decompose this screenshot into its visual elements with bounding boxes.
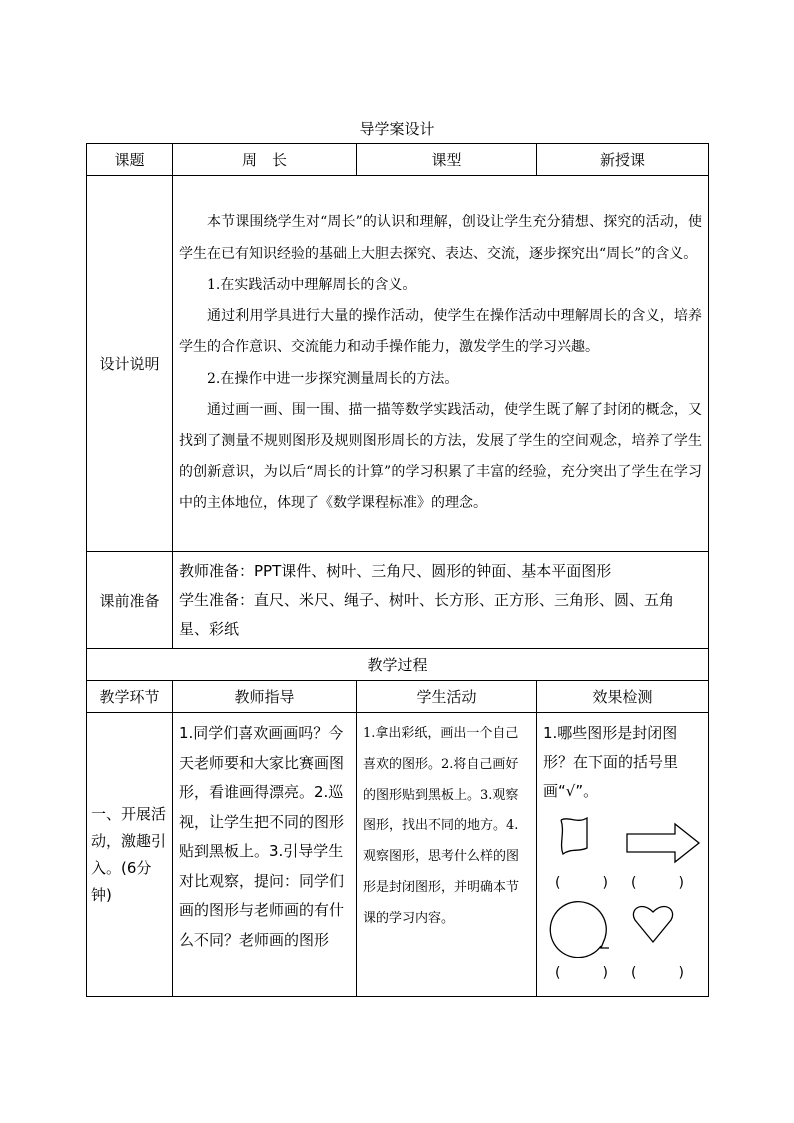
answer-parens[interactable]: ( )	[631, 965, 698, 981]
student-prep: 学生准备：直尺、米尺、绳子、树叶、长方形、正方形、三角形、圆、五角星、彩纸	[179, 590, 675, 638]
effect-check	[537, 713, 709, 997]
student-activity: 1.拿出彩纸，画出一个自己喜欢的图形。2.将自己画好的图形贴到黑板上。3.观察图形，找出不同的地方。4.观察图形，思考什么样的图形是封闭图形，并明确本节课的学习内容。	[357, 713, 537, 997]
teacher-guidance: 1.同学们喜欢画画吗？今天老师要和大家比赛画图形，看谁画得漂亮。2.巡视，让学生把不同的图形贴到黑板上。3.引导学生对比观察，提问：同学们画的图形与老师画的有什么不同？老师画的图形	[173, 713, 357, 997]
process-title: 教学过程	[87, 649, 709, 681]
prep-row	[87, 552, 709, 649]
teacher-prep: 教师准备：PPT课件、树叶、三角尺、圆形的钟面、基本平面图形	[179, 561, 612, 580]
header-row	[87, 144, 709, 176]
type-value: 新授课	[537, 144, 709, 176]
arrow-icon	[623, 820, 703, 866]
topic-value: 周 长	[173, 144, 357, 176]
design-paragraph: 本节课围绕学生对“周长”的认识和理解，创设让学生充分猜想、探究的活动，使学生在已有知识经验的基础上大胆去探究、表达、交流，逐步探究出“周长”的含义。	[179, 214, 702, 262]
answer-parens[interactable]: ( )	[555, 875, 622, 891]
prep-label: 课前准备	[87, 552, 173, 649]
lesson-plan-table	[86, 143, 709, 997]
design-paragraph: 1.在实践活动中理解周长的含义。	[207, 276, 417, 293]
design-paragraph: 通过画一画、围一围、描一描等数学实践活动，使学生既了解了封闭的概念，又找到了测量不规则图形及规则图形周长的方法，发展了学生的空间观念，培养了学生的创新意识，为以后“周长的计算”的学习积累了丰富的经验，充分突出了学生在学习中的主体地位，体现了《数学课程标准》的理念。	[179, 401, 702, 512]
design-description	[173, 176, 709, 552]
section-name: 一、开展活动，激趣引入。(6分钟)	[87, 713, 173, 997]
answer-parens[interactable]: ( )	[555, 965, 622, 981]
prep-content	[173, 552, 709, 649]
open-circle-icon	[545, 896, 613, 958]
answer-parens[interactable]: ( )	[631, 875, 698, 891]
topic-label: 课题	[87, 144, 173, 176]
process-title-row	[87, 649, 709, 681]
column-header: 效果检测	[537, 681, 709, 713]
open-curve-icon	[557, 814, 593, 858]
shape-figures	[543, 812, 702, 981]
section-row	[87, 713, 709, 997]
document-title: 导学案设计	[359, 120, 435, 138]
design-paragraph: 2.在操作中进一步探究测量周长的方法。	[207, 370, 459, 387]
effect-question: 1.哪些图形是封闭图形？在下面的括号里画“√”。	[543, 724, 679, 800]
heart-icon	[631, 902, 675, 946]
process-header-row	[87, 681, 709, 713]
design-paragraph: 通过利用学具进行大量的操作活动，使学生在操作活动中理解周长的含义，培养学生的合作意识、交流能力和动手操作能力，激发学生的学习兴趣。	[179, 308, 702, 356]
column-header: 教学环节	[87, 681, 173, 713]
design-label: 设计说明	[87, 176, 173, 552]
type-label: 课型	[357, 144, 537, 176]
column-header: 学生活动	[357, 681, 537, 713]
design-row	[87, 176, 709, 552]
column-header: 教师指导	[173, 681, 357, 713]
